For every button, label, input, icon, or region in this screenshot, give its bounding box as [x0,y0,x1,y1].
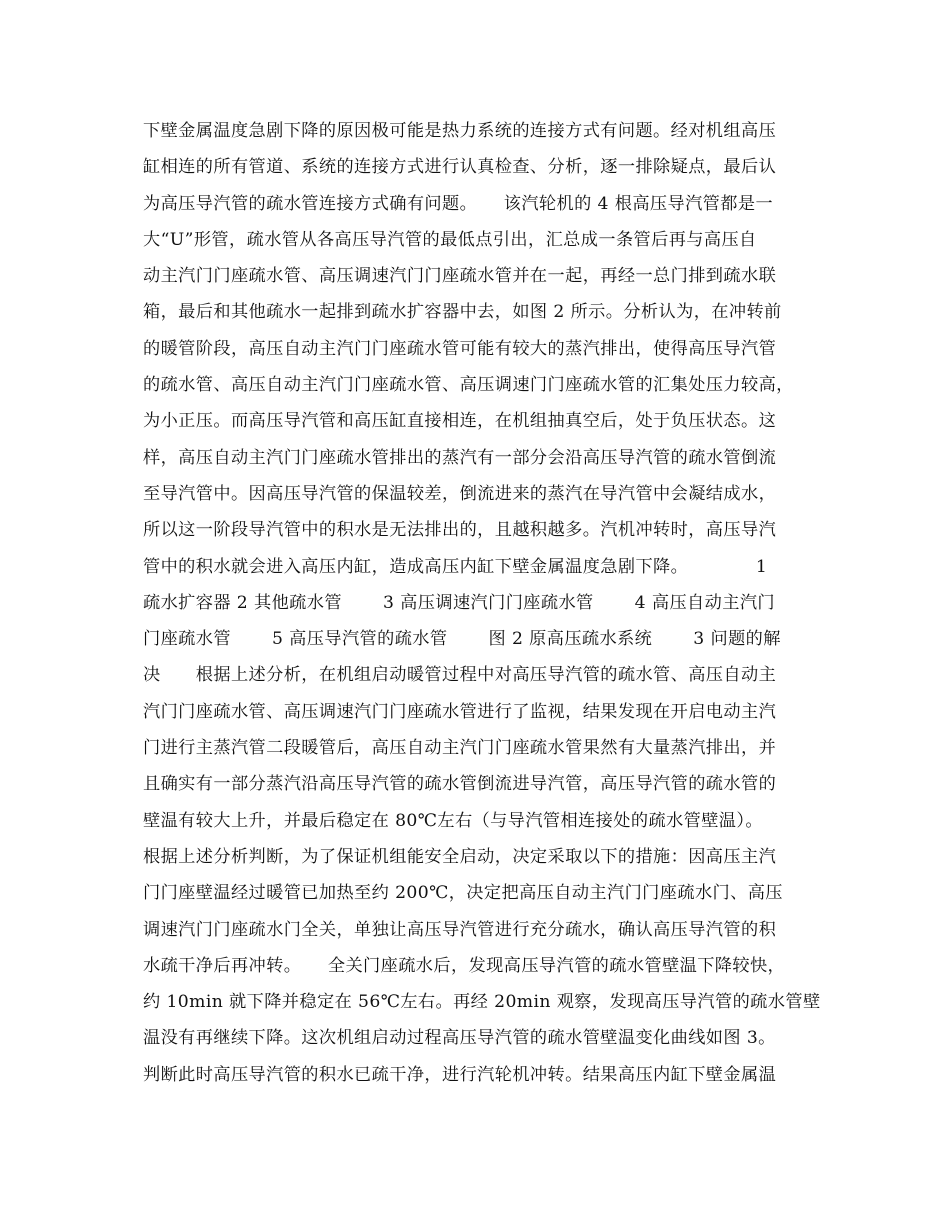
text-line: 调速汽门门座疏水门全关，单独让高压导汽管进行充分疏水，确认高压导汽管的积 [143,919,777,940]
text-line: 缸相连的所有管道、系统的连接方式进行认真检查、分析，逐一排除疑点，最后认 [143,157,777,178]
text-line: 为高压导汽管的疏水管连接方式确有问题。 该汽轮机的 4 根高压导汽管都是一 [143,193,774,214]
text-line: 决 根据上述分析，在机组启动暖管过程中对高压导汽管的疏水管、高压自动主 [143,665,777,686]
text-line: 疏水扩容器 2 其他疏水管 3 高压调速汽门门座疏水管 4 高压自动主汽门 [143,592,775,613]
text-line: 动主汽门门座疏水管、高压调速汽门门座疏水管并在一起，再经一总门排到疏水联 [143,266,777,287]
text-line: 的疏水管、高压自动主汽门门座疏水管、高压调速门门座疏水管的汇集处压力较高， [143,375,794,396]
text-line: 门座疏水管 5 高压导汽管的疏水管 图 2 原高压疏水系统 3 问题的解 [143,629,781,650]
text-line: 下壁金属温度急剧下降的原因极可能是热力系统的连接方式有问题。经对机组高压 [143,121,777,141]
text-line: 管中的积水就会进入高压内缸，造成高压内缸下壁金属温度急剧下降。 1 [143,556,768,577]
text-line: 水疏干净后再冲转。 全关门座疏水后，发现高压导汽管的疏水管壁温下降较快， [143,955,786,976]
text-line: 壁温有较大上升，并最后稳定在 80℃左右（与导汽管相连接处的疏水管壁温）。 [143,810,763,831]
text-line: 所以这一阶段导汽管中的积水是无法排出的，且越积越多。汽机冲转时，高压导汽 [143,520,777,541]
text-line: 温没有再继续下降。这次机组启动过程高压导汽管的疏水管壁温变化曲线如图 3。 [143,1028,776,1049]
text-line: 至导汽管中。因高压导汽管的保温较差，倒流进来的蒸汽在导汽管中会凝结成水， [143,483,777,504]
text-line: 的暖管阶段，高压自动主汽门门座疏水管可能有较大的蒸汽排出，使得高压导汽管 [143,338,777,359]
text-line: 门进行主蒸汽管二段暖管后，高压自动主汽门门座疏水管果然有大量蒸汽排出，并 [143,738,777,759]
text-line: 样，高压自动主汽门门座疏水管排出的蒸汽有一部分会沿高压导汽管的疏水管倒流 [143,447,777,468]
text-line: 汽门门座疏水管、高压调速汽门门座疏水管进行了监视，结果发现在开启电动主汽 [143,701,777,722]
text-line: 箱，最后和其他疏水一起排到疏水扩容器中去，如图 2 所示。分析认为，在冲转前 [143,302,782,323]
body-text [143,113,823,1093]
text-line: 门门座壁温经过暖管已加热至约 200℃，决定把高压自动主汽门门座疏水门、高压 [143,883,783,904]
text-line: 判断此时高压导汽管的积水已疏干净，进行汽轮机冲转。结果高压内缸下壁金属温 [143,1064,777,1085]
text-line: 根据上述分析判断，为了保证机组能安全启动，决定采取以下的措施：因高压主汽 [143,846,777,867]
text-line: 约 10min 就下降并稳定在 56℃左右。再经 20min 观察，发现高压导汽管的疏水管壁 [143,992,821,1013]
text-line: 且确实有一部分蒸汽沿高压导汽管的疏水管倒流进导汽管，高压导汽管的疏水管的 [143,774,777,795]
text-line: 为小正压。而高压导汽管和高压缸直接相连，在机组抽真空后，处于负压状态。这 [143,411,777,432]
text-line: 大“U”形管，疏水管从各高压导汽管的最低点引出，汇总成一条管后再与高压自 [143,229,757,250]
